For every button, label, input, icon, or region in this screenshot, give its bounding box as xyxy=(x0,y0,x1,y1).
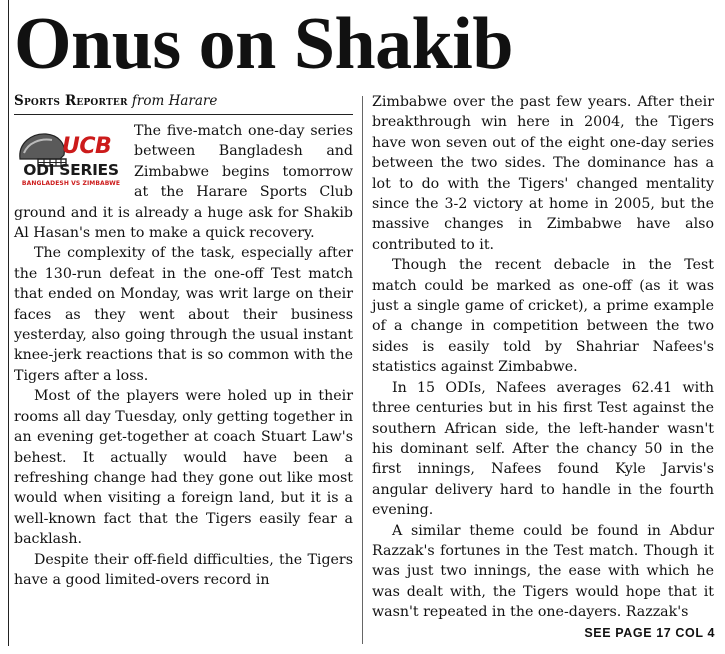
byline xyxy=(14,92,353,115)
headline: Onus on Shakib xyxy=(14,3,514,85)
article-paragraph: In 15 ODIs, Nafees averages 62.41 with three centuries but in his first Test against the southern African side, the left-hander wasn't his dominant self. After the chancy 50 in the first innings, Nafees found Kyle Jarvis's angular delivery hard to handle in the fourth evening. xyxy=(372,379,714,519)
article-paragraph: Zimbabwe over the past few years. After their breakthrough win here in 2004, the Tigers have won seven out of the eight one-day series between the two sides. The dominance has a lot to do with the Tigers' changed mentality since the 3-2 victory at home in 2005, but the massive changes in Zimbabwe have also contributed to it. xyxy=(372,94,714,253)
byline-location: from Harare xyxy=(131,93,218,109)
article-paragraph: The complexity of the task, especially after the 130-run defeat in the one-off Test match that ended on Monday, was writ large on their faces as they went about their business yesterday, also going through the usual instant knee-jerk reactions that is so common with the Tigers after a loss. xyxy=(14,245,353,384)
column-divider xyxy=(362,96,363,644)
logo-title: ODI SERIES xyxy=(23,161,119,179)
article-paragraph: A similar theme could be found in Abdur Razzak's fortunes in the Test match. Though it was just two innings, the ease with which he was dealt with, the Tigers would hope that it wasn't repeated in the one-dayers. Razzak's xyxy=(372,522,714,621)
page-border xyxy=(8,0,9,646)
article-paragraph: The five-match one-day series between Bangladesh and Zimbabwe begins tomorrow at the Harare Sports Club ground and it is already a huge ask for Shakib Al Hasan's men to make a quick recovery. xyxy=(14,123,353,242)
article-paragraph: Most of the players were holed up in their rooms all day Tuesday, only getting together in an evening get-together at coach Stuart Law's behest. It actually would have been a refreshing change had they gone out like most would when visiting a foreign land, but it is a well-known fact that the Tigers easily fear a backlash. xyxy=(14,388,353,548)
logo-brand: UCB xyxy=(62,134,112,159)
ucb-odi-series-logo xyxy=(14,129,126,199)
article-paragraph: Despite their off-field difficulties, the Tigers have a good limited-overs record in xyxy=(14,551,353,588)
continued-jump-line: SEE PAGE 17 COL 4 xyxy=(584,626,715,640)
byline-name: Sports Reporter xyxy=(14,93,128,109)
logo-subtitle: BANGLADESH VS ZIMBABWE xyxy=(21,180,121,187)
right-column xyxy=(372,92,714,646)
left-column xyxy=(14,92,353,646)
article-paragraph: Though the recent debacle in the Test match could be marked as one-off (as it was just a single game of cricket), a prime example of a change in competition between the two sides is easily told by Shahriar Nafees's statistics against Zimbabwe. xyxy=(372,257,714,376)
